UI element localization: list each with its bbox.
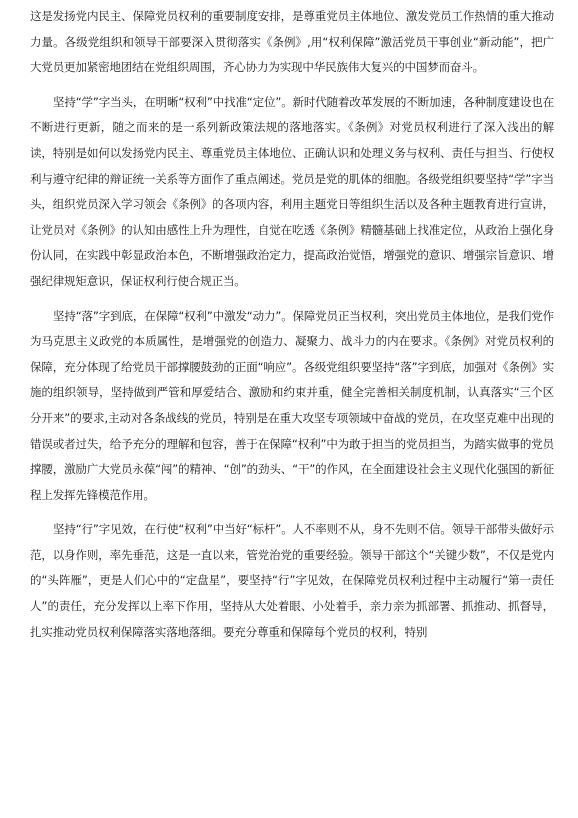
paragraph-intro: 这是发扬党内民主、保障党员权利的重要制度安排，是尊重党员主体地位、激发党员工作热情的重大推动力量。各级党组织和领导干部要深入贯彻落实《条例》,用“权利保障”激活党员干事创业“新动能”，把广大党员更加紧密地团结在党组织周围，齐心协力为实现中华民族伟大复兴的中国梦而奋斗。	[30, 9, 554, 75]
document-page	[30, 4, 554, 814]
paragraph-practice: 坚持“行”字见效，在行使“权利”中当好“标杆”。人不率则不从，身不先则不信。领导干部带头做好示范，以身作则，率先垂范，这是一直以来，管党治党的重要经验。领导干部这个“关键少数”，不仅是党内的“头阵雁”，更是人们心中的“定盘星”，要坚持“行”字见效，在保障党员权利过程中主动履行“第一责任人”的责任，充分发挥以上率下作用，坚持从大处着眼、小处着手，亲力亲为抓部署、抓推动、抓督导，扎实推动党员权利保障落实落地落细。要充分尊重和保障每个党员的权利，特别	[30, 522, 554, 639]
paragraph-implement: 坚持“落”字到底，在保障“权利”中激发“动力”。保障党员正当权利，突出党员主体地位，是我们党作为马克思主义政党的本质属性，是增强党的创造力、凝聚力、战斗力的内在要求。《条例》对党员权利的保障，充分体现了给党员干部撑腰鼓劲的正面“响应”。各级党组织要坚持“落”字到底，加强对《条例》实施的组织领导，坚持做到严管和厚爱结合、激励和约束并重，健全完善相关制度机制，认真落实“三个区分开来”的要求,主动对各条战线的党员，特别是在重大攻坚专项领域中奋战的党员，在攻坚克难中出现的错误或者过失，给予充分的理解和包容，善于在保障“权利”中为敢于担当的党员担当，为踏实做事的党员撑腰，激励广大党员永葆“闯”的精神、“创”的劲头、“干”的作风，在全面建设社会主义现代化强国的新征程上发挥先锋模范作用。	[30, 308, 554, 502]
paragraph-study: 坚持“学”字当头，在明晰“权利”中找准“定位”。新时代随着改革发展的不断加速，各种制度建设也在不断进行更新，随之而来的是一系列新政策法规的落地落实。《条例》对党员权利进行了深入浅出的解读，特别是如何以发扬党内民主、尊重党员主体地位、正确认识和处理义务与权利、责任与担当、行使权利与遵守纪律的辩证统一关系等方面作了重点阐述。党员是党的肌体的细胞。各级党组织要坚持“学”字当头，组织党员深入学习领会《条例》的各项内容，利用主题党日等组织生活以及各种主题教育进行宣讲，让党员对《条例》的认知由感性上升为理性，自觉在吃透《条例》精髓基础上找准定位，从政治上强化身份认同，在实践中彰显政治本色，不断增强政治定力，提高政治觉悟，增强党的意识、增强宗旨意识、增强纪律规矩意识，保证权利行使合规正当。	[30, 94, 554, 288]
